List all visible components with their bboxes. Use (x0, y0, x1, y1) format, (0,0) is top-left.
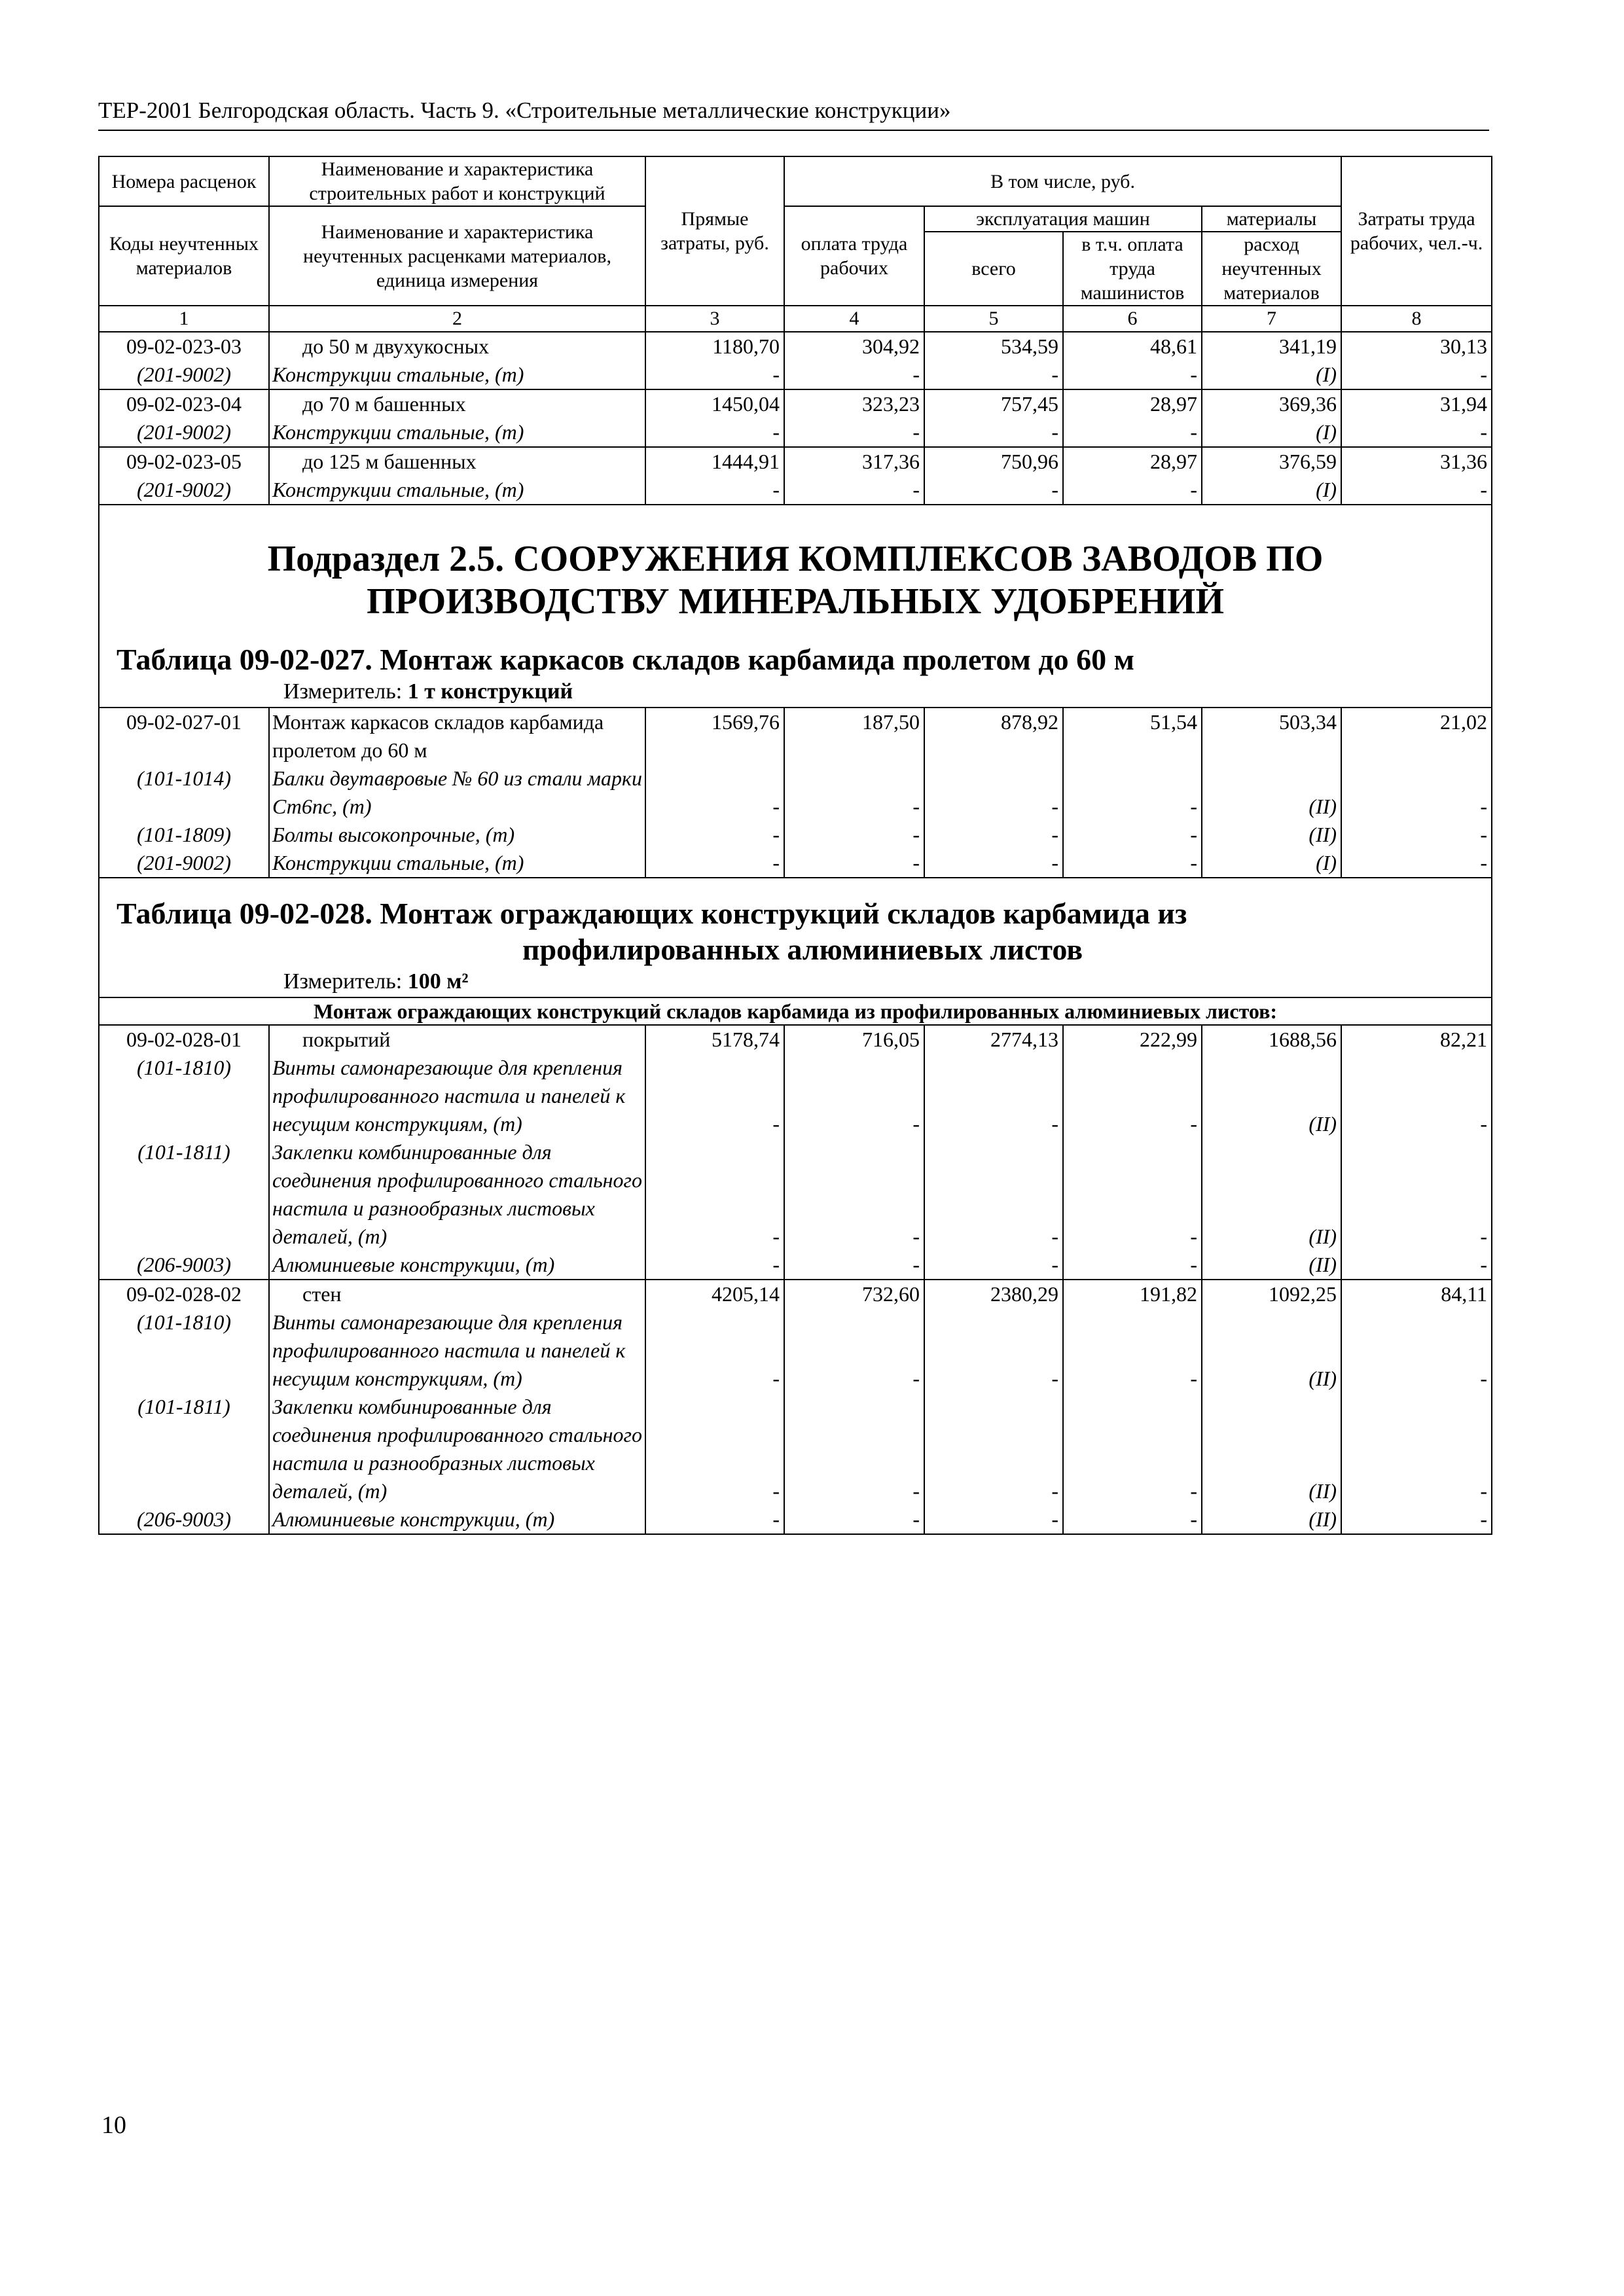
value-cell: - (1063, 1505, 1202, 1534)
col5-header: всего (924, 232, 1063, 306)
value-cell: - (1063, 821, 1202, 849)
value-cell: - (1063, 1054, 1202, 1138)
value-cell: - (1341, 1054, 1492, 1138)
measure-label: Измеритель: (283, 969, 403, 994)
col1-top-header: Номера расценок (99, 156, 269, 206)
value-cell: - (784, 821, 924, 849)
material-row (99, 764, 1492, 821)
value-cell: - (1341, 1138, 1492, 1251)
value-cell: 716,05 (784, 1025, 924, 1054)
rate-row (99, 332, 1492, 361)
machines-header: эксплуатация машин (924, 206, 1202, 232)
incl-header: В том числе, руб. (784, 156, 1341, 206)
col3-header: Прямые затраты, руб. (645, 156, 784, 306)
value-cell: 28,97 (1063, 389, 1202, 418)
material-row (99, 1138, 1492, 1251)
column-number: 6 (1063, 306, 1202, 332)
material-name: Алюминиевые конструкции, (т) (269, 1251, 645, 1280)
value-cell: - (784, 1251, 924, 1280)
value-cell: (I) (1202, 849, 1341, 878)
value-cell: 2774,13 (924, 1025, 1063, 1054)
value-cell: 222,99 (1063, 1025, 1202, 1054)
material-row (99, 476, 1492, 505)
value-cell: - (1341, 1308, 1492, 1393)
value-cell: 31,94 (1341, 389, 1492, 418)
value-cell: (I) (1202, 476, 1341, 505)
value-cell: - (1063, 764, 1202, 821)
material-row (99, 1054, 1492, 1138)
value-cell: - (1063, 1138, 1202, 1251)
value-cell: - (645, 1054, 784, 1138)
subsection-line: Подраздел 2.5. СООРУЖЕНИЯ КОМПЛЕКСОВ ЗАВОДОВ ПО (267, 539, 1324, 579)
value-cell: - (645, 1393, 784, 1505)
value-cell: - (784, 476, 924, 505)
value-cell: 21,02 (1341, 708, 1492, 764)
material-code: (206-9003) (99, 1251, 269, 1280)
material-name: Болты высокопрочные, (т) (269, 821, 645, 849)
value-cell: (II) (1202, 1251, 1341, 1280)
material-code: (201-9002) (99, 476, 269, 505)
value-cell: 1180,70 (645, 332, 784, 361)
material-code: (201-9002) (99, 849, 269, 878)
column-number: 1 (99, 306, 269, 332)
work-name: до 125 м башенных (269, 447, 645, 476)
value-cell: - (1063, 476, 1202, 505)
rate-row (99, 1025, 1492, 1054)
value-cell: - (924, 849, 1063, 878)
value-cell: - (784, 418, 924, 447)
column-number: 4 (784, 306, 924, 332)
value-cell: 30,13 (1341, 332, 1492, 361)
value-cell: - (784, 1054, 924, 1138)
column-number: 8 (1341, 306, 1492, 332)
table-title-line: профилированных алюминиевых листов (522, 933, 1083, 966)
material-name: Винты самонарезающие для крепления профилированного настила и панелей к несущим конструкциям, (т) (269, 1054, 645, 1138)
material-row (99, 361, 1492, 389)
value-cell: (I) (1202, 418, 1341, 447)
page-number: 10 (101, 2111, 126, 2139)
value-cell: (II) (1202, 1054, 1341, 1138)
material-name: Винты самонарезающие для крепления профилированного настила и панелей к несущим конструкциям, (т) (269, 1308, 645, 1393)
value-cell: - (645, 821, 784, 849)
value-cell: - (784, 1308, 924, 1393)
value-cell: - (784, 1505, 924, 1534)
value-cell: - (784, 361, 924, 389)
value-cell: - (1063, 361, 1202, 389)
col4-header: оплата труда рабочих (784, 206, 924, 306)
value-cell: 732,60 (784, 1280, 924, 1308)
value-cell: - (924, 821, 1063, 849)
material-row (99, 1505, 1492, 1534)
value-cell: - (924, 1138, 1063, 1251)
material-code: (101-1810) (99, 1308, 269, 1393)
material-name: Конструкции стальные, (т) (269, 361, 645, 389)
value-cell: - (1063, 1308, 1202, 1393)
table-title (102, 878, 1489, 967)
value-cell: 82,21 (1341, 1025, 1492, 1054)
value-cell: (I) (1202, 361, 1341, 389)
value-cell: - (784, 764, 924, 821)
column-numbers-row (99, 306, 1492, 332)
rate-row (99, 447, 1492, 476)
material-code: (101-1810) (99, 1054, 269, 1138)
value-cell: - (924, 1251, 1063, 1280)
material-row (99, 418, 1492, 447)
value-cell: - (1063, 1393, 1202, 1505)
value-cell: (II) (1202, 1393, 1341, 1505)
rate-row (99, 1280, 1492, 1308)
value-cell: - (924, 764, 1063, 821)
measure-value: 1 т конструкций (407, 679, 573, 704)
value-cell: - (924, 1505, 1063, 1534)
value-cell: - (645, 1505, 784, 1534)
value-cell: - (1341, 849, 1492, 878)
value-cell: - (1341, 1393, 1492, 1505)
value-cell: 31,36 (1341, 447, 1492, 476)
value-cell: (II) (1202, 764, 1341, 821)
material-name: Балки двутавровые № 60 из стали марки Ст6пс, (т) (269, 764, 645, 821)
value-cell: - (1341, 418, 1492, 447)
rate-code: 09-02-028-01 (99, 1025, 269, 1054)
value-cell: - (1341, 1505, 1492, 1534)
value-cell: - (645, 418, 784, 447)
value-cell: 48,61 (1063, 332, 1202, 361)
value-cell: - (784, 1138, 924, 1251)
col2-top-header: Наименование и характеристика строительных работ и конструкций (269, 156, 645, 206)
measure (102, 677, 1489, 707)
work-name: до 50 м двухукосных (269, 332, 645, 361)
value-cell: 1092,25 (1202, 1280, 1341, 1308)
value-cell: 5178,74 (645, 1025, 784, 1054)
value-cell: - (1341, 764, 1492, 821)
value-cell: 4205,14 (645, 1280, 784, 1308)
value-cell: - (784, 1393, 924, 1505)
value-cell: 28,97 (1063, 447, 1202, 476)
value-cell: 51,54 (1063, 708, 1202, 764)
col7-header: расход неучтенных материалов (1202, 232, 1341, 306)
rate-code: 09-02-027-01 (99, 708, 269, 764)
measure-value: 100 м² (407, 969, 469, 994)
material-name: Конструкции стальные, (т) (269, 849, 645, 878)
value-cell: - (1341, 476, 1492, 505)
value-cell: - (1063, 849, 1202, 878)
rates-table (98, 156, 1492, 1535)
table-title-line: Таблица 09-02-028. Монтаж ограждающих конструкций складов карбамида из (117, 897, 1187, 930)
material-row (99, 1393, 1492, 1505)
col6-header: в т.ч. оплата труда машинистов (1063, 232, 1202, 306)
table-title-block (99, 878, 1492, 997)
value-cell: - (924, 418, 1063, 447)
value-cell: 757,45 (924, 389, 1063, 418)
material-name: Конструкции стальные, (т) (269, 476, 645, 505)
work-name: стен (269, 1280, 645, 1308)
material-name: Заклепки комбинированные для соединения профилированного стального настила и разнообразных листовых деталей, (т) (269, 1138, 645, 1251)
material-code: (201-9002) (99, 418, 269, 447)
value-cell: (II) (1202, 821, 1341, 849)
material-row (99, 1308, 1492, 1393)
subsection-line: ПРОИЗВОДСТВУ МИНЕРАЛЬНЫХ УДОБРЕНИЙ (367, 581, 1224, 622)
column-number: 7 (1202, 306, 1341, 332)
value-cell: 1450,04 (645, 389, 784, 418)
value-cell: 317,36 (784, 447, 924, 476)
measure (102, 967, 1489, 997)
subsection-block (99, 505, 1492, 708)
value-cell: 369,36 (1202, 389, 1341, 418)
rate-code: 09-02-023-04 (99, 389, 269, 418)
value-cell: 534,59 (924, 332, 1063, 361)
value-cell: - (1341, 821, 1492, 849)
material-row (99, 849, 1492, 878)
value-cell: - (645, 764, 784, 821)
measure-label: Измеритель: (283, 679, 403, 704)
value-cell: 750,96 (924, 447, 1063, 476)
material-name: Конструкции стальные, (т) (269, 418, 645, 447)
material-code: (101-1809) (99, 821, 269, 849)
value-cell: - (645, 1251, 784, 1280)
value-cell: - (645, 361, 784, 389)
col2-bottom-header: Наименование и характеристика неучтенных расценками материалов, единица измерения (269, 206, 645, 306)
value-cell: 341,19 (1202, 332, 1341, 361)
material-code: (201-9002) (99, 361, 269, 389)
running-header: ТЕР-2001 Белгородская область. Часть 9. «Строительные металлические конструкции» (98, 98, 951, 123)
value-cell: - (924, 1054, 1063, 1138)
value-cell: - (645, 476, 784, 505)
value-cell: - (1063, 418, 1202, 447)
work-name: Монтаж каркасов складов карбамида пролетом до 60 м (269, 708, 645, 764)
rate-row (99, 708, 1492, 764)
rate-code: 09-02-023-05 (99, 447, 269, 476)
value-cell: (II) (1202, 1505, 1341, 1534)
value-cell: - (924, 1393, 1063, 1505)
value-cell: 1444,91 (645, 447, 784, 476)
value-cell: - (924, 476, 1063, 505)
value-cell: 2380,29 (924, 1280, 1063, 1308)
value-cell: - (645, 849, 784, 878)
rate-code: 09-02-023-03 (99, 332, 269, 361)
value-cell: 187,50 (784, 708, 924, 764)
value-cell: 1688,56 (1202, 1025, 1341, 1054)
value-cell: 323,23 (784, 389, 924, 418)
value-cell: 84,11 (1341, 1280, 1492, 1308)
column-number: 2 (269, 306, 645, 332)
value-cell: (II) (1202, 1138, 1341, 1251)
value-cell: - (1341, 361, 1492, 389)
work-name: покрытий (269, 1025, 645, 1054)
value-cell: - (645, 1138, 784, 1251)
header-rule (98, 130, 1489, 131)
group-heading: Монтаж ограждающих конструкций складов карбамида из профилированных алюминиевых листов: (99, 997, 1492, 1025)
col8-header: Затраты труда рабочих, чел.-ч. (1341, 156, 1492, 306)
material-code: (206-9003) (99, 1505, 269, 1534)
material-name: Заклепки комбинированные для соединения профилированного стального настила и разнообразных листовых деталей, (т) (269, 1393, 645, 1505)
value-cell: - (784, 849, 924, 878)
subsection-title (102, 505, 1489, 641)
materials-header: материалы (1202, 206, 1341, 232)
column-number: 3 (645, 306, 784, 332)
rate-row (99, 389, 1492, 418)
value-cell: 304,92 (784, 332, 924, 361)
material-row (99, 821, 1492, 849)
value-cell: - (1063, 1251, 1202, 1280)
material-name: Алюминиевые конструкции, (т) (269, 1505, 645, 1534)
table-title: Таблица 09-02-027. Монтаж каркасов складов карбамида пролетом до 60 м (117, 643, 1134, 676)
rate-code: 09-02-028-02 (99, 1280, 269, 1308)
column-number: 5 (924, 306, 1063, 332)
value-cell: (II) (1202, 1308, 1341, 1393)
value-cell: 191,82 (1063, 1280, 1202, 1308)
material-code: (101-1811) (99, 1138, 269, 1251)
value-cell: 376,59 (1202, 447, 1341, 476)
value-cell: - (924, 1308, 1063, 1393)
work-name: до 70 м башенных (269, 389, 645, 418)
value-cell: - (924, 361, 1063, 389)
value-cell: 878,92 (924, 708, 1063, 764)
value-cell: 503,34 (1202, 708, 1341, 764)
material-code: (101-1811) (99, 1393, 269, 1505)
value-cell: - (1341, 1251, 1492, 1280)
value-cell: - (645, 1308, 784, 1393)
value-cell: 1569,76 (645, 708, 784, 764)
material-code: (101-1014) (99, 764, 269, 821)
col1-bottom-header: Коды неучтенных материалов (99, 206, 269, 306)
material-row (99, 1251, 1492, 1280)
